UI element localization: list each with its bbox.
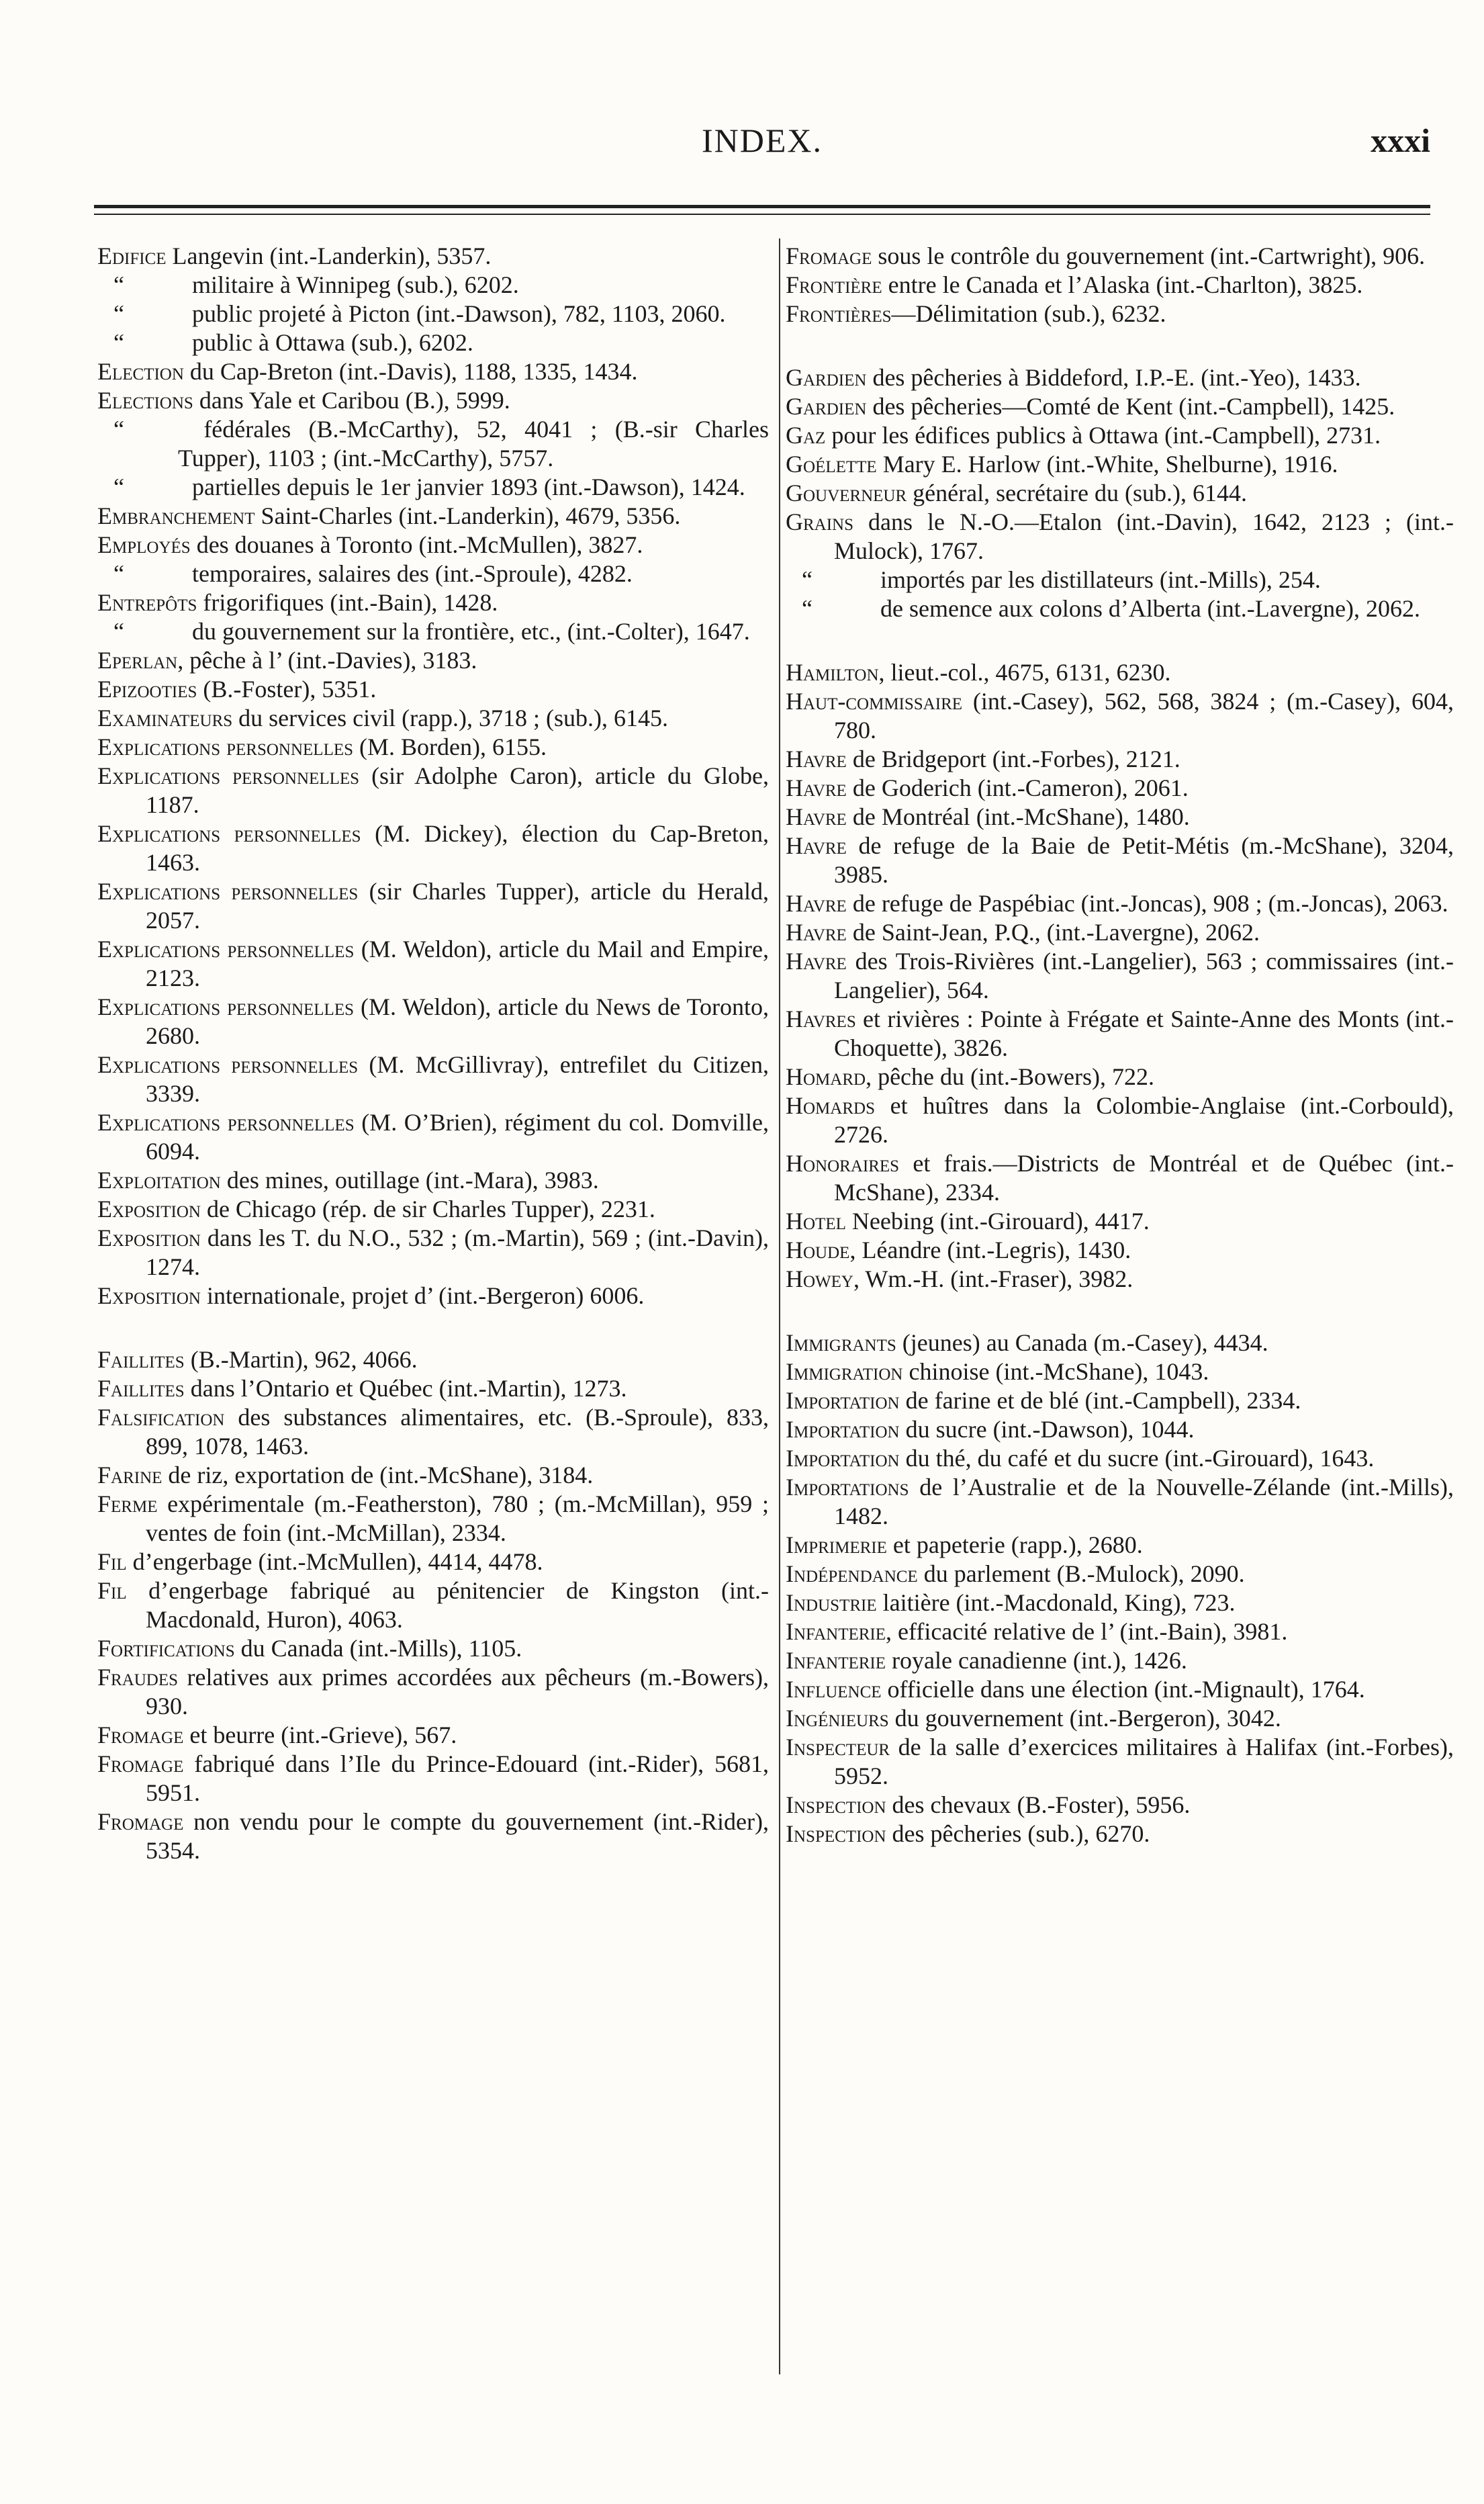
index-entry bbox=[97, 1166, 769, 1195]
entry-text: (int.-Casey), 562, 568, 3824 ; (m.-Casey), 604, 780. bbox=[834, 688, 1454, 744]
entry-keyword: Gardien bbox=[786, 393, 867, 420]
entry-text: du sucre (int.-Dawson), 1044. bbox=[899, 1416, 1195, 1443]
column-divider bbox=[779, 238, 780, 2374]
entry-keyword: Infanterie bbox=[786, 1647, 886, 1674]
index-entry bbox=[97, 386, 769, 415]
entry-text: , Wm.-H. (int.-Fraser), 3982. bbox=[853, 1265, 1133, 1292]
entry-keyword: Gouverneur bbox=[786, 480, 907, 506]
entry-text: dans le N.-O.—Etalon (int.-Davin), 1642, 2123 ; (int.-Mulock), 1767. bbox=[834, 508, 1454, 564]
index-entry bbox=[97, 357, 769, 386]
entry-text: royale canadienne (int.), 1426. bbox=[886, 1647, 1187, 1674]
entry-keyword: Epizooties bbox=[97, 676, 197, 703]
entry-keyword: Frontières bbox=[786, 300, 892, 327]
entry-text: de Saint-Jean, P.Q., (int.-Lavergne), 2062. bbox=[846, 919, 1260, 946]
entry-text: (B.-Foster), 5351. bbox=[197, 676, 377, 703]
entry-keyword: Imprimerie bbox=[786, 1531, 887, 1558]
entry-text: fabriqué dans l’Ile du Prince-Edouard (int.-Rider), 5681, 5951. bbox=[146, 1750, 769, 1806]
entry-text: de Bridgeport (int.-Forbes), 2121. bbox=[846, 746, 1180, 772]
index-entry bbox=[786, 1444, 1454, 1473]
index-entry bbox=[97, 993, 769, 1050]
index-entry bbox=[97, 733, 769, 762]
index-entry bbox=[97, 473, 769, 502]
index-entry bbox=[786, 658, 1454, 687]
entry-text: Langevin (int.-Landerkin), 5357. bbox=[166, 242, 492, 269]
ditto-mark: “ bbox=[113, 474, 124, 500]
index-entry bbox=[97, 300, 769, 328]
entry-text: (M. Weldon), article du News de Toronto, 2680. bbox=[146, 993, 769, 1049]
entry-keyword: Embranchement bbox=[97, 502, 255, 529]
entry-keyword: Hotel bbox=[786, 1208, 846, 1235]
index-entry bbox=[97, 762, 769, 819]
entry-keyword: Howey bbox=[786, 1265, 853, 1292]
entry-text: , lieut.-col., 4675, 6131, 6230. bbox=[878, 659, 1171, 686]
entry-text: du thé, du café et du sucre (int.-Girouard), 1643. bbox=[899, 1445, 1375, 1472]
entry-keyword: Entrepôts bbox=[97, 589, 197, 616]
entry-keyword: Homard bbox=[786, 1063, 866, 1090]
entry-text: (M. McGillivray), entrefilet du Citizen, 3339. bbox=[146, 1051, 770, 1107]
index-entry bbox=[97, 502, 769, 531]
entry-text: , pêche du (int.-Bowers), 722. bbox=[866, 1063, 1154, 1090]
entry-text: de semence aux colons d’Alberta (int.-Lavergne), 2062. bbox=[874, 595, 1421, 622]
entry-text: officielle dans une élection (int.-Mignault), 1764. bbox=[881, 1676, 1365, 1703]
entry-text: des pêcheries (sub.), 6270. bbox=[886, 1820, 1150, 1847]
entry-keyword: Exposition bbox=[97, 1196, 201, 1222]
entry-text: de Goderich (int.-Cameron), 2061. bbox=[846, 774, 1189, 801]
index-entry bbox=[786, 300, 1454, 328]
ditto-mark: “ bbox=[113, 300, 124, 327]
entry-keyword: Explications personnelles bbox=[97, 1051, 359, 1078]
entry-text: laitière (int.-Macdonald, King), 723. bbox=[876, 1589, 1236, 1616]
index-entry bbox=[786, 1091, 1454, 1149]
entry-keyword: Exposition bbox=[97, 1224, 201, 1251]
entry-keyword: Faillites bbox=[97, 1346, 185, 1373]
index-entry bbox=[97, 1634, 769, 1663]
entry-text: des pêcheries à Biddeford, I.P.-E. (int.-Yeo), 1433. bbox=[866, 364, 1361, 391]
entry-keyword: Fil bbox=[97, 1577, 127, 1604]
entry-keyword: Inspection bbox=[786, 1791, 886, 1818]
entry-text: (M. Borden), 6155. bbox=[353, 733, 547, 760]
entry-keyword: Examinateurs bbox=[97, 705, 233, 731]
index-entry bbox=[786, 1386, 1454, 1415]
index-entry bbox=[97, 1282, 769, 1310]
entry-text: Neebing (int.-Girouard), 4417. bbox=[845, 1208, 1150, 1235]
index-entry bbox=[786, 479, 1454, 508]
entry-text: des douanes à Toronto (int.-McMullen), 3827. bbox=[190, 531, 643, 558]
entry-text: et huîtres dans la Colombie-Anglaise (int.-Corbould), 2726. bbox=[834, 1092, 1454, 1148]
entry-text: des Trois-Rivières (int.-Langelier), 563 ; commissaires (int.-Langelier), 564. bbox=[834, 948, 1454, 1003]
entry-keyword: Hamilton bbox=[786, 659, 879, 686]
header-rule-thick bbox=[94, 205, 1430, 208]
page-title: INDEX. bbox=[701, 122, 823, 159]
entry-keyword: Importations bbox=[786, 1474, 909, 1501]
entry-text: relatives aux primes accordées aux pêcheurs (m.-Bowers), 930. bbox=[146, 1664, 769, 1719]
entry-text: militaire à Winnipeg (sub.), 6202. bbox=[186, 271, 519, 298]
index-entry bbox=[786, 1531, 1454, 1560]
entry-keyword: Fromage bbox=[97, 1722, 184, 1748]
entry-keyword: Employés bbox=[97, 531, 191, 558]
entry-text: public à Ottawa (sub.), 6202. bbox=[186, 329, 473, 356]
index-entry bbox=[97, 242, 769, 271]
entry-keyword: Houde bbox=[786, 1237, 850, 1263]
entry-keyword: Inspecteur bbox=[786, 1734, 890, 1760]
index-entry bbox=[97, 1403, 769, 1461]
letter-section-gap bbox=[786, 623, 1454, 658]
entry-text: et rivières : Pointe à Frégate et Sainte-Anne des Monts (int.-Choquette), 3826. bbox=[834, 1005, 1454, 1061]
entry-text: de l’Australie et de la Nouvelle-Zélande (int.-Mills), 1482. bbox=[834, 1474, 1454, 1529]
entry-keyword: Indépendance bbox=[786, 1560, 918, 1587]
entry-text: internationale, projet d’ (int.-Bergeron) 6006. bbox=[200, 1282, 645, 1309]
ditto-mark: “ bbox=[113, 271, 124, 298]
index-entry bbox=[786, 594, 1454, 623]
letter-section-gap bbox=[786, 1294, 1454, 1329]
entry-text: pour les édifices publics à Ottawa (int.-Campbell), 2731. bbox=[825, 422, 1381, 449]
index-entry bbox=[97, 1374, 769, 1403]
entry-text: expérimentale (m.-Featherston), 780 ; (m.-McMillan), 959 ; ventes de foin (int.-McMillan), 2334. bbox=[146, 1490, 769, 1546]
index-entry bbox=[786, 1675, 1454, 1704]
entry-text: (sir Charles Tupper), article du Herald, 2057. bbox=[146, 878, 769, 934]
index-entry bbox=[786, 803, 1454, 832]
index-entry bbox=[786, 421, 1454, 450]
index-entry bbox=[786, 1617, 1454, 1646]
entry-keyword: Havres bbox=[786, 1005, 856, 1032]
entry-text: Mary E. Harlow (int.-White, Shelburne), 1916. bbox=[876, 451, 1338, 478]
page-number: xxxi bbox=[1371, 122, 1430, 159]
index-entry bbox=[786, 889, 1454, 918]
entry-text: entre le Canada et l’Alaska (int.-Charlton), 3825. bbox=[882, 271, 1363, 298]
entry-text: de Chicago (rép. de sir Charles Tupper), 2231. bbox=[200, 1196, 655, 1222]
entry-text: Saint-Charles (int.-Landerkin), 4679, 5356. bbox=[254, 502, 681, 529]
entry-text: non vendu pour le compte du gouvernement (int.-Rider), 5354. bbox=[146, 1808, 769, 1864]
entry-text: du Cap-Breton (int.-Davis), 1188, 1335, 1434. bbox=[183, 358, 638, 385]
index-entry bbox=[97, 1108, 769, 1166]
ditto-mark: “ bbox=[113, 560, 124, 587]
index-entry bbox=[786, 242, 1454, 271]
entry-keyword: Haut-commissaire bbox=[786, 688, 963, 715]
entry-keyword: Grains bbox=[786, 508, 854, 535]
entry-keyword: Havre bbox=[786, 803, 847, 830]
entry-text: public projeté à Picton (int.-Dawson), 782, 1103, 2060. bbox=[186, 300, 726, 327]
index-entry bbox=[97, 1224, 769, 1282]
entry-text: , efficacité relative de l’ (int.-Bain), 3981. bbox=[886, 1618, 1288, 1645]
entry-text: (M. Dickey), élection du Cap-Breton, 1463. bbox=[146, 820, 770, 876]
entry-keyword: Explications personnelles bbox=[97, 762, 360, 789]
entry-keyword: Ferme bbox=[97, 1490, 158, 1517]
entry-keyword: Falsification bbox=[97, 1404, 225, 1431]
entry-keyword: Importation bbox=[786, 1387, 900, 1414]
index-entry bbox=[97, 819, 769, 877]
entry-keyword: Goélette bbox=[786, 451, 877, 478]
index-entry bbox=[786, 1646, 1454, 1675]
entry-text: de farine et de blé (int.-Campbell), 2334. bbox=[899, 1387, 1301, 1414]
index-entry bbox=[97, 588, 769, 617]
entry-keyword: Immigrants bbox=[786, 1329, 896, 1356]
entry-keyword: Havre bbox=[786, 774, 847, 801]
entry-keyword: Faillites bbox=[97, 1375, 185, 1402]
ditto-mark: “ bbox=[113, 416, 124, 443]
entry-text: frigorifiques (int.-Bain), 1428. bbox=[197, 589, 498, 616]
entry-keyword: Eperlan bbox=[97, 647, 178, 674]
entry-text: d’engerbage fabriqué au pénitencier de Kingston (int.-Macdonald, Huron), 4063. bbox=[126, 1577, 769, 1633]
index-entry bbox=[786, 1236, 1454, 1265]
letter-section-gap bbox=[786, 328, 1454, 363]
index-entry bbox=[786, 745, 1454, 774]
entry-text: du gouvernement (int.-Bergeron), 3042. bbox=[888, 1705, 1281, 1732]
entry-text: et papeterie (rapp.), 2680. bbox=[886, 1531, 1143, 1558]
index-entry bbox=[97, 415, 769, 473]
index-entry bbox=[786, 1329, 1454, 1357]
entry-text: (jeunes) au Canada (m.-Casey), 4434. bbox=[896, 1329, 1268, 1356]
entry-keyword: Explications personnelles bbox=[97, 936, 355, 963]
entry-text: et beurre (int.-Grieve), 567. bbox=[183, 1722, 457, 1748]
entry-keyword: Election bbox=[97, 358, 184, 385]
entry-text: (B.-Martin), 962, 4066. bbox=[184, 1346, 418, 1373]
entry-text: de Montréal (int.-McShane), 1480. bbox=[846, 803, 1190, 830]
entry-text: du Canada (int.-Mills), 1105. bbox=[234, 1635, 522, 1662]
entry-keyword: Explications personnelles bbox=[97, 733, 354, 760]
index-entry bbox=[786, 918, 1454, 947]
entry-text: fédérales (B.-McCarthy), 52, 4041 ; (B.-sir Charles Tupper), 1103 ; (int.-McCarthy), 5757. bbox=[178, 416, 769, 472]
entry-keyword: Immigration bbox=[786, 1358, 903, 1385]
entry-text: du services civil (rapp.), 3718 ; (sub.), 6145. bbox=[232, 705, 669, 731]
index-entry bbox=[786, 363, 1454, 392]
entry-keyword: Elections bbox=[97, 387, 193, 414]
entry-text: du parlement (B.-Mulock), 2090. bbox=[917, 1560, 1245, 1587]
entry-text: (M. O’Brien), régiment du col. Domville, 6094. bbox=[146, 1109, 770, 1165]
entry-keyword: Homards bbox=[786, 1092, 875, 1119]
entry-keyword: Fraudes bbox=[97, 1664, 179, 1691]
entry-keyword: Fromage bbox=[786, 242, 872, 269]
index-entry bbox=[97, 1750, 769, 1807]
index-entry bbox=[97, 877, 769, 935]
left-column bbox=[97, 242, 769, 1865]
index-entry bbox=[786, 1265, 1454, 1294]
entry-keyword: Fil bbox=[97, 1548, 127, 1575]
entry-keyword: Edifice bbox=[97, 242, 167, 269]
index-entry bbox=[786, 947, 1454, 1005]
index-entry bbox=[786, 1207, 1454, 1236]
header-rule-thin bbox=[94, 214, 1430, 215]
entry-text: chinoise (int.-McShane), 1043. bbox=[902, 1358, 1209, 1385]
index-entry bbox=[97, 1050, 769, 1108]
entry-text: général, secrétaire du (sub.), 6144. bbox=[907, 480, 1247, 506]
index-entry bbox=[786, 1473, 1454, 1531]
index-entry bbox=[786, 450, 1454, 479]
index-entry bbox=[786, 566, 1454, 594]
entry-keyword: Havre bbox=[786, 919, 847, 946]
right-column bbox=[786, 242, 1454, 1848]
index-entry bbox=[97, 560, 769, 588]
index-entry bbox=[786, 392, 1454, 421]
entry-keyword: Havre bbox=[786, 746, 847, 772]
index-entry bbox=[786, 1005, 1454, 1063]
index-entry bbox=[97, 531, 769, 560]
entry-text: dans l’Ontario et Québec (int.-Martin), 1273. bbox=[184, 1375, 627, 1402]
entry-keyword: Explications personnelles bbox=[97, 820, 361, 847]
entry-keyword: Honoraires bbox=[786, 1150, 900, 1177]
entry-text: des chevaux (B.-Foster), 5956. bbox=[886, 1791, 1191, 1818]
entry-text: du gouvernement sur la frontière, etc., (int.-Colter), 1647. bbox=[186, 618, 750, 645]
index-entry bbox=[786, 1063, 1454, 1091]
index-entry bbox=[786, 1791, 1454, 1820]
entry-keyword: Havre bbox=[786, 948, 847, 975]
entry-text: de la salle d’exercices militaires à Halifax (int.-Forbes), 5952. bbox=[834, 1734, 1454, 1789]
entry-keyword: Fortifications bbox=[97, 1635, 235, 1662]
index-entry bbox=[786, 1820, 1454, 1848]
entry-text: —Délimitation (sub.), 6232. bbox=[891, 300, 1166, 327]
entry-keyword: Importation bbox=[786, 1445, 900, 1472]
index-entry bbox=[97, 675, 769, 704]
index-entry bbox=[786, 774, 1454, 803]
entry-keyword: Explications personnelles bbox=[97, 1109, 355, 1136]
index-entry bbox=[97, 1807, 769, 1865]
entry-keyword: Explications personnelles bbox=[97, 993, 354, 1020]
entry-text: dans Yale et Caribou (B.), 5999. bbox=[193, 387, 510, 414]
entry-keyword: Importation bbox=[786, 1416, 900, 1443]
index-entry bbox=[97, 1663, 769, 1721]
entry-text: temporaires, salaires des (int.-Sproule), 4282. bbox=[186, 560, 633, 587]
index-entry bbox=[97, 1721, 769, 1750]
entry-text: dans les T. du N.O., 532 ; (m.-Martin), 569 ; (int.-Davin), 1274. bbox=[146, 1224, 769, 1280]
entry-text: des pêcheries—Comté de Kent (int.-Campbell), 1425. bbox=[866, 393, 1395, 420]
ditto-mark: “ bbox=[113, 329, 124, 356]
entry-text: , pêche à l’ (int.-Davies), 3183. bbox=[177, 647, 477, 674]
index-entry bbox=[786, 1357, 1454, 1386]
entry-text: des mines, outillage (int.-Mara), 3983. bbox=[220, 1167, 599, 1194]
index-entry bbox=[97, 271, 769, 300]
entry-keyword: Exposition bbox=[97, 1282, 201, 1309]
entry-keyword: Fromage bbox=[97, 1750, 184, 1777]
entry-text: sous le contrôle du gouvernement (int.-Cartwright), 906. bbox=[872, 242, 1426, 269]
index-entry bbox=[97, 935, 769, 993]
index-entry bbox=[97, 1345, 769, 1374]
entry-text: de riz, exportation de (int.-McShane), 3184. bbox=[162, 1462, 594, 1488]
index-entry bbox=[97, 704, 769, 733]
entry-text: de refuge de Paspébiac (int.-Joncas), 908 ; (m.-Joncas), 2063. bbox=[846, 890, 1448, 917]
entry-keyword: Industrie bbox=[786, 1589, 877, 1616]
entry-keyword: Explications personnelles bbox=[97, 878, 359, 905]
index-entry bbox=[97, 1461, 769, 1490]
index-entry bbox=[786, 832, 1454, 889]
entry-keyword: Influence bbox=[786, 1676, 882, 1703]
entry-keyword: Ingénieurs bbox=[786, 1705, 889, 1732]
index-entry bbox=[97, 328, 769, 357]
ditto-mark: “ bbox=[802, 566, 813, 593]
index-entry bbox=[786, 508, 1454, 566]
entry-text: importés par les distillateurs (int.-Mills), 254. bbox=[874, 566, 1321, 593]
entry-text: (sir Adolphe Caron), article du Globe, 1187. bbox=[146, 762, 770, 818]
index-entry bbox=[97, 1548, 769, 1576]
ditto-mark: “ bbox=[802, 595, 813, 622]
entry-keyword: Inspection bbox=[786, 1820, 886, 1847]
entry-text: et frais.—Districts de Montréal et de Québec (int.-McShane), 2334. bbox=[834, 1150, 1454, 1206]
index-entry bbox=[97, 1490, 769, 1548]
letter-section-gap bbox=[97, 1310, 769, 1345]
entry-text: de refuge de la Baie de Petit-Métis (m.-McShane), 3204, 3985. bbox=[834, 832, 1454, 888]
entry-text: d’engerbage (int.-McMullen), 4414, 4478. bbox=[126, 1548, 543, 1575]
index-entry bbox=[786, 687, 1454, 745]
index-entry bbox=[97, 1576, 769, 1634]
entry-keyword: Fromage bbox=[97, 1808, 184, 1835]
entry-text: (M. Weldon), article du Mail and Empire, 2123. bbox=[146, 936, 769, 991]
entry-keyword: Gaz bbox=[786, 422, 826, 449]
page-header bbox=[94, 121, 1430, 175]
index-entry bbox=[786, 1415, 1454, 1444]
index-entry bbox=[97, 1195, 769, 1224]
entry-keyword: Havre bbox=[786, 890, 847, 917]
index-entry bbox=[786, 1149, 1454, 1207]
entry-keyword: Farine bbox=[97, 1462, 163, 1488]
entry-keyword: Havre bbox=[786, 832, 847, 859]
entry-text: des substances alimentaires, etc. (B.-Sproule), 833, 899, 1078, 1463. bbox=[146, 1404, 769, 1460]
index-entry bbox=[97, 646, 769, 675]
entry-keyword: Frontière bbox=[786, 271, 882, 298]
index-entry bbox=[97, 617, 769, 646]
entry-text: , Léandre (int.-Legris), 1430. bbox=[849, 1237, 1131, 1263]
index-entry bbox=[786, 1704, 1454, 1733]
entry-text: partielles depuis le 1er janvier 1893 (int.-Dawson), 1424. bbox=[186, 474, 745, 500]
entry-keyword: Gardien bbox=[786, 364, 867, 391]
entry-keyword: Infanterie bbox=[786, 1618, 886, 1645]
entry-keyword: Exploitation bbox=[97, 1167, 221, 1194]
index-entry bbox=[786, 1733, 1454, 1791]
index-entry bbox=[786, 1560, 1454, 1589]
ditto-mark: “ bbox=[113, 618, 124, 645]
index-entry bbox=[786, 1589, 1454, 1617]
index-entry bbox=[786, 271, 1454, 300]
